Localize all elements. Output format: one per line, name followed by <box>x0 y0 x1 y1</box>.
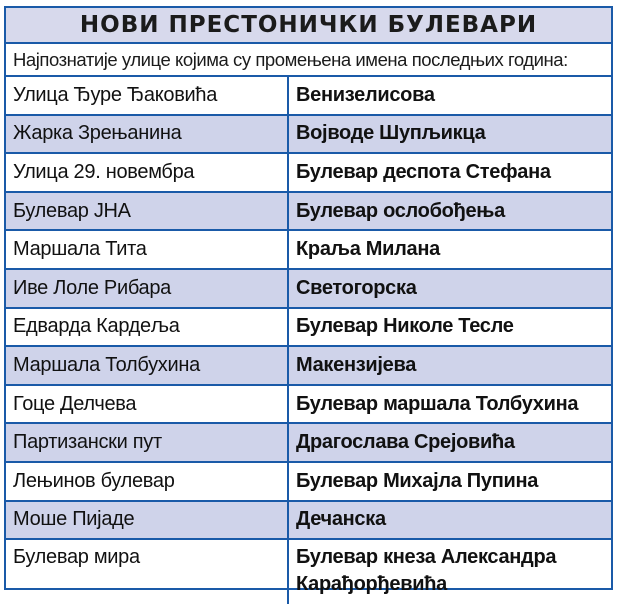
old-street-name: Едварда Кардеља <box>6 309 289 346</box>
table-row <box>6 270 611 309</box>
table-row <box>6 386 611 425</box>
new-street-name: Макензијева <box>296 353 417 376</box>
old-street-name: Лењинов булевар <box>6 463 289 500</box>
table-row <box>6 231 611 270</box>
old-street-name: Жарка Зрењанина <box>6 116 289 153</box>
old-street-name: Партизански пут <box>6 424 289 461</box>
new-street-name: Краља Милана <box>296 238 440 261</box>
old-street-name: Булевар мира <box>6 540 289 604</box>
new-street-name: Булевар маршала Толбухина <box>296 392 579 415</box>
table-row <box>6 502 611 541</box>
old-street-name: Улица 29. новембра <box>6 154 289 191</box>
old-street-name: Гоце Делчева <box>6 386 289 423</box>
table-row <box>6 424 611 463</box>
new-street-name: Венизелисова <box>296 83 435 106</box>
new-street-name: Булевар деспота Стефана <box>296 160 551 183</box>
table-row <box>6 116 611 155</box>
old-street-name: Моше Пијаде <box>6 502 289 539</box>
table-row <box>6 463 611 502</box>
table-subtitle: Најпознатије улице којима су промењена имена последњих година: <box>6 44 611 77</box>
table-row <box>6 540 611 604</box>
new-street-name: Драгослава Срејовића <box>296 431 515 454</box>
table-row <box>6 77 611 116</box>
new-street-name: Светогорска <box>296 276 417 299</box>
table-row <box>6 193 611 232</box>
old-street-name: Иве Лоле Рибара <box>6 270 289 307</box>
old-street-name: Маршала Тита <box>6 231 289 268</box>
new-street-name: Булевар кнеза Александра Карађорђевића <box>296 546 557 596</box>
new-street-name: Булевар Михајла Пупина <box>296 469 539 492</box>
table-row <box>6 347 611 386</box>
table-title: НОВИ ПРЕСТОНИЧКИ БУЛЕВАРИ <box>6 8 611 44</box>
table-row <box>6 154 611 193</box>
new-street-name: Дечанска <box>296 508 386 531</box>
old-street-name: Булевар ЈНА <box>6 193 289 230</box>
new-street-name: Војводе Шупљикца <box>296 122 486 145</box>
street-renames-table <box>4 6 613 596</box>
table-row <box>6 309 611 348</box>
new-street-name: Булевар Николе Тесле <box>296 315 514 338</box>
old-street-name: Улица Ђуре Ђаковића <box>6 77 289 114</box>
old-street-name: Маршала Толбухина <box>6 347 289 384</box>
new-street-name: Булевар ослобођења <box>296 199 505 222</box>
